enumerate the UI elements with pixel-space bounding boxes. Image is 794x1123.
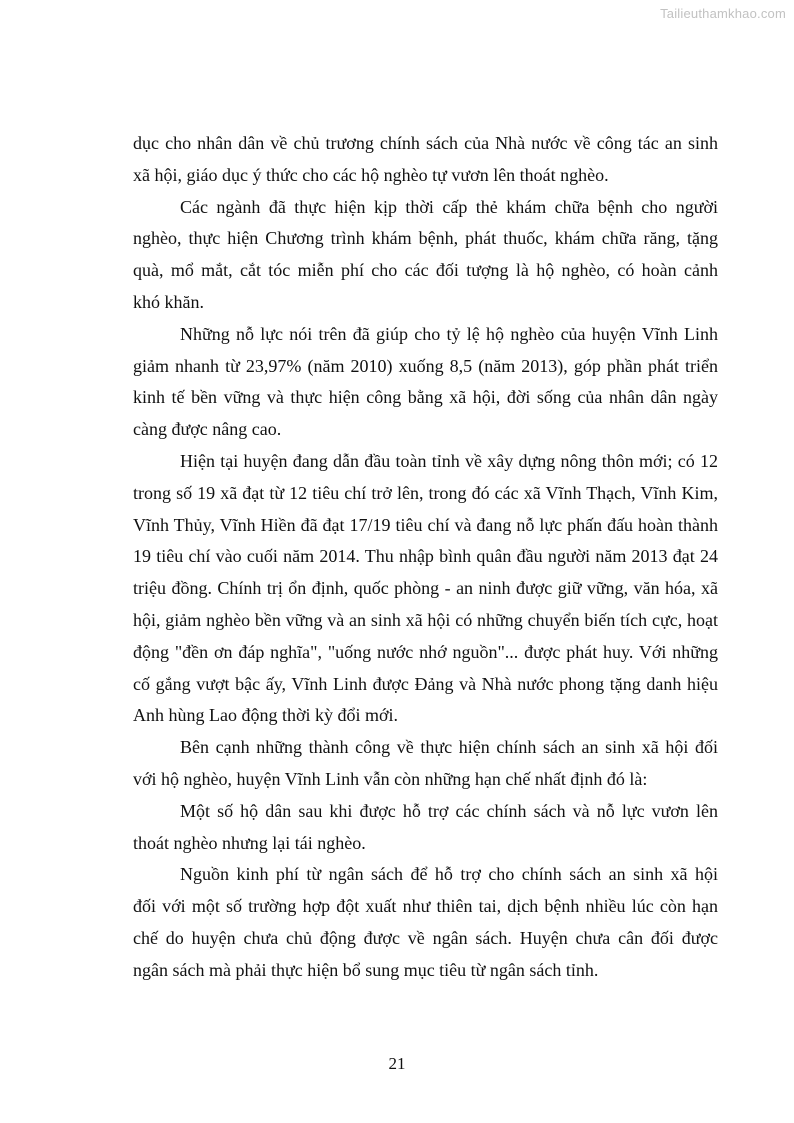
text-line: 19 tiêu chí vào cuối năm 2014. Thu nhập bình quân đầu người năm 2013 đạt 24	[133, 546, 718, 567]
text-line: dục cho nhân dân về chủ trương chính sách của Nhà nước về công tác an sinh	[133, 133, 718, 153]
text-line: Các ngành đã thực hiện kịp thời cấp thẻ khám chữa bệnh cho người	[180, 196, 718, 217]
text-line: động "đền ơn đáp nghĩa", "uống nước nhớ nguồn"... được phát huy. Với những	[133, 641, 718, 662]
paragraph	[133, 319, 718, 446]
paragraph	[133, 796, 718, 860]
text-line: giảm nhanh từ 23,97% (năm 2010) xuống 8,5 (năm 2013), góp phần phát triển	[133, 355, 718, 376]
text-line: với hộ nghèo, huyện Vĩnh Linh vẫn còn những hạn chế nhất định đó là:	[133, 768, 648, 789]
text-line: cố gắng vượt bậc ấy, Vĩnh Linh được Đảng và Nhà nước phong tặng danh hiệu	[133, 673, 718, 694]
paragraph	[133, 446, 718, 732]
text-line: Hiện tại huyện đang dẫn đầu toàn tỉnh về xây dựng nông thôn mới; có 12	[180, 450, 718, 471]
text-line: trong số 19 xã đạt từ 12 tiêu chí trở lên, trong đó các xã Vĩnh Thạch, Vĩnh Kim,	[133, 482, 718, 503]
text-line: Vĩnh Thủy, Vĩnh Hiền đã đạt 17/19 tiêu chí và đang nỗ lực phấn đấu hoàn thành	[133, 514, 718, 535]
watermark: Tailieuthamkhao.com	[660, 6, 786, 21]
text-line: hội, giảm nghèo bền vững và an sinh xã hội có những chuyển biến tích cực, hoạt	[133, 609, 718, 630]
text-line: đối với một số trường hợp đột xuất như thiên tai, dịch bệnh nhiều lúc còn hạn	[133, 896, 718, 917]
paragraph	[133, 192, 718, 319]
text-line: Những nỗ lực nói trên đã giúp cho tỷ lệ hộ nghèo của huyện Vĩnh Linh	[180, 323, 718, 344]
paragraph	[133, 128, 718, 192]
text-line: xã hội, giáo dục ý thức cho các hộ nghèo tự vươn lên thoát nghèo.	[133, 164, 609, 185]
paragraph	[133, 859, 718, 986]
text-line: càng được nâng cao.	[133, 419, 282, 440]
text-line: quà, mổ mắt, cắt tóc miễn phí cho các đối tượng là hộ nghèo, có hoàn cảnh	[133, 260, 718, 281]
text-line: Bên cạnh những thành công về thực hiện chính sách an sinh xã hội đối	[180, 737, 718, 758]
page-number: 21	[388, 1054, 406, 1073]
text-line: Một số hộ dân sau khi được hỗ trợ các chính sách và nỗ lực vươn lên	[180, 800, 718, 821]
document-body	[133, 128, 718, 987]
text-line: nghèo, thực hiện Chương trình khám bệnh, phát thuốc, khám chữa răng, tặng	[133, 228, 718, 249]
text-line: Nguồn kinh phí từ ngân sách để hỗ trợ cho chính sách an sinh xã hội	[180, 864, 718, 885]
text-line: triệu đồng. Chính trị ổn định, quốc phòng - an ninh được giữ vững, văn hóa, xã	[133, 578, 718, 599]
text-line: chế do huyện chưa chủ động được về ngân sách. Huyện chưa cân đối được	[133, 927, 718, 948]
text-line: khó khăn.	[133, 291, 204, 312]
text-line: kinh tế bền vững và thực hiện công bằng xã hội, đời sống của nhân dân ngày	[133, 387, 718, 408]
paragraph	[133, 732, 718, 796]
text-line: thoát nghèo nhưng lại tái nghèo.	[133, 832, 366, 853]
text-line: ngân sách mà phải thực hiện bổ sung mục tiêu từ ngân sách tỉnh.	[133, 959, 599, 980]
text-line: Anh hùng Lao động thời kỳ đổi mới.	[133, 705, 399, 726]
